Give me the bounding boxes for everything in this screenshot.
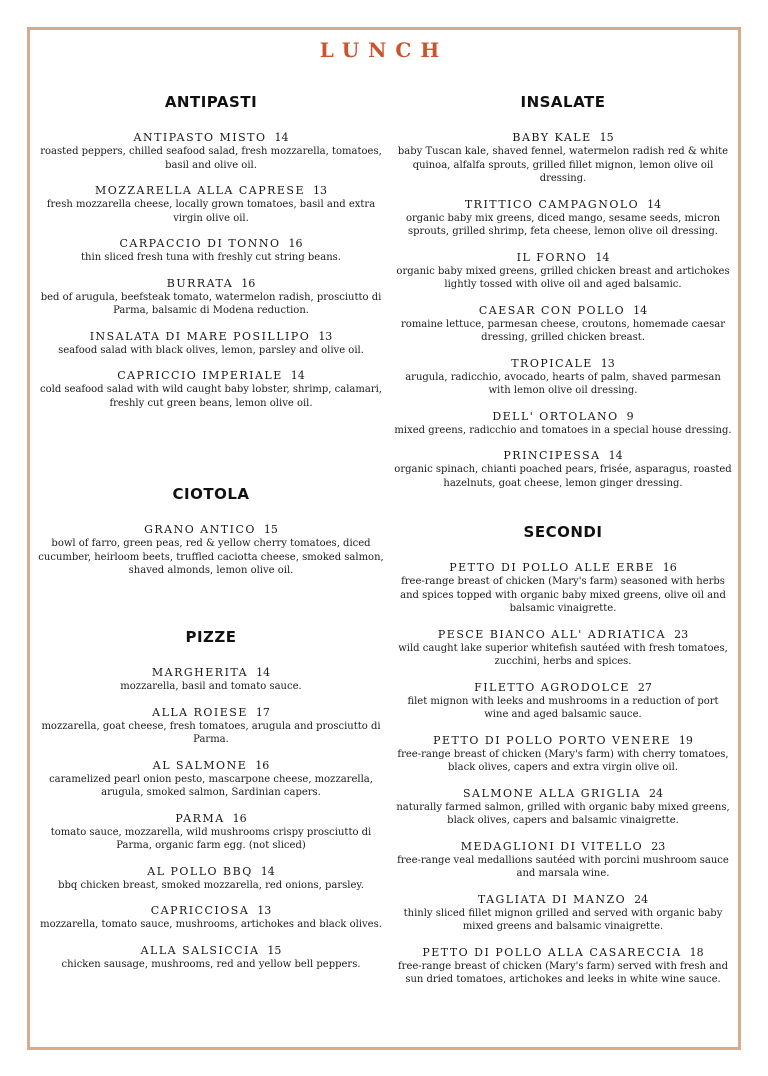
item-description: romaine lettuce, parmesan cheese, croutons, homemade caesar dressing, grilled chicken breast. [401,318,725,343]
menu-item [34,665,388,694]
menu-item [34,811,388,853]
item-name: PRINCIPESSA [503,449,601,462]
item-header [34,665,388,680]
menu-item [390,733,736,775]
item-description: baby Tuscan kale, shaved fennel, watermelon radish red & white quinoa, alfalfa sprouts, grilled fillet mignon, lemon olive oil dressing. [397,146,729,184]
item-description: bed of arugula, beefsteak tomato, watermelon radish, prosciutto di Parma, balsamic di Modena reduction. [40,291,382,316]
item-price: 16 [662,561,677,574]
item-description: wild caught lake superior whitefish sautéed with fresh tomatoes, zucchini, herbs and spices. [398,642,728,667]
item-header [390,356,736,371]
section-title: PIZZE [185,628,237,646]
item-name: ALLA ROIESE [152,705,248,719]
menu-item [390,356,736,398]
item-name: CARPACCIO DI TONNO [119,237,281,250]
item-description: roasted peppers, chilled seafood salad, fresh mozzarella, tomatoes, basil and olive oil. [40,146,382,171]
item-header [390,197,736,212]
item-name: DELL' ORTOLANO [492,409,619,423]
item-price: 24 [649,786,663,800]
item-price: 13 [257,904,272,917]
item-price: 13 [318,329,333,343]
item-price: 16 [255,758,270,772]
item-description: naturally farmed salmon, grilled with organic baby mixed greens, black olives, capers and balsamic vinaigrette. [396,801,730,826]
item-header [390,839,736,854]
menu-item [34,758,388,800]
item-price: 14 [260,864,275,878]
menu-item [34,329,388,358]
item-description: caramelized pearl onion pesto, mascarpone cheese, mozzarella, arugula, smoked salmon, Sardinian capers. [49,773,373,798]
section-antipasti [34,92,388,421]
menu-item [390,680,736,722]
item-price: 16 [232,811,247,825]
section-title: ANTIPASTI [164,93,258,111]
item-description: free-range breast of chicken (Mary's farm) with cherry tomatoes, black olives, capers and extra virgin olive oil. [397,748,729,773]
item-header [34,522,388,537]
item-description: mozzarella, goat cheese, fresh tomatoes, arugula and prosciutto di Parma. [41,720,381,745]
item-header [390,892,736,907]
item-name: ANTIPASTO MISTO [133,131,267,144]
item-name: AL SALMONE [152,758,248,772]
item-name: PESCE BIANCO ALL' ADRIATICA [437,627,667,641]
menu-item [34,864,388,893]
menu-item [390,130,736,186]
item-description: mozzarella, basil and tomato sauce. [120,681,302,692]
menu-item [34,183,388,225]
section-title: INSALATE [520,93,606,111]
item-description: free-range breast of chicken (Mary's farm) seasoned with herbs and spices topped with organic baby mixed greens, olive oil and balsamic vinaigrette. [400,576,726,614]
item-price: 14 [256,666,271,679]
right-column [390,0,736,1076]
menu-item [390,448,736,490]
item-price: 13 [313,184,327,197]
section-insalate [390,92,736,501]
menu-item [390,409,736,438]
item-price: 19 [678,733,693,747]
item-price: 14 [633,303,648,317]
item-price: 14 [274,131,289,144]
item-header [390,448,736,463]
item-header [390,680,736,695]
item-header [34,236,388,251]
item-description: chicken sausage, mushrooms, red and yellow bell peppers. [61,958,361,970]
item-name: MARGHERITA [151,666,249,679]
item-header [34,811,388,826]
item-header [34,276,388,291]
item-name: PETTO DI POLLO ALLE ERBE [449,561,655,574]
item-name: MEDAGLIONI DI VITELLO [460,839,644,853]
item-description: bbq chicken breast, smoked mozzarella, red onions, parsley. [58,879,364,891]
menu-item [34,236,388,265]
menu-item [34,276,388,318]
item-name: SALMONE ALLA GRIGLIA [462,786,641,800]
item-header [34,130,388,145]
item-header [390,303,736,318]
item-description: mixed greens, radicchio and tomatoes in a special house dressing. [394,424,732,436]
item-header [390,130,736,145]
item-header [34,368,388,383]
menu-item [390,786,736,828]
item-header [34,329,388,344]
item-price: 17 [255,705,270,719]
item-name: BURRATA [166,276,234,290]
item-price: 9 [626,409,634,423]
item-name: TAGLIATA DI MANZO [477,892,627,906]
item-name: ALLA SALSICCIA [140,943,260,957]
item-price: 23 [651,839,666,853]
item-name: MOZZARELLA ALLA CAPRESE [94,184,305,197]
item-name: PARMA [175,811,225,825]
section-title: CIOTOLA [172,485,250,503]
item-price: 14 [647,197,662,211]
menu-item [34,130,388,172]
item-description: fresh mozzarella cheese, locally grown tomatoes, basil and extra virgin olive oil. [46,199,376,224]
item-price: 14 [595,250,610,264]
item-price: 24 [634,892,649,906]
item-header [390,945,736,960]
item-price: 14 [290,369,305,382]
section-pizze [34,627,388,982]
item-name: CAPRICCIOSA [150,904,250,917]
item-header [34,758,388,773]
item-name: IL FORNO [516,250,588,264]
item-price: 13 [600,356,615,370]
menu-item [390,627,736,669]
item-description: thin sliced fresh tuna with freshly cut string beans. [81,252,341,263]
item-header [390,786,736,801]
menu-item [34,943,388,972]
menu-item [34,522,388,578]
menu-item [390,839,736,881]
menu-item [390,250,736,292]
item-name: AL POLLO BBQ [147,864,253,878]
item-header [34,705,388,720]
item-header [390,250,736,265]
section-title: SECONDI [523,523,603,541]
item-header [390,560,736,575]
menu-item [390,560,736,616]
item-header [34,864,388,879]
item-description: free-range breast of chicken (Mary's farm) served with fresh and sun dried tomatoes, artichokes and leeks in white wine sauce. [397,960,729,985]
item-description: thinly sliced fillet mignon grilled and served with organic baby mixed greens and balsamic vinaigrette. [403,907,723,932]
item-price: 15 [599,131,614,144]
item-header [34,943,388,958]
menu-item [390,197,736,239]
item-price: 15 [267,943,282,957]
menu-item [390,945,736,987]
item-name: GRANO ANTICO [144,523,256,536]
item-price: 16 [288,237,303,250]
item-name: CAPRICCIO IMPERIALE [117,369,283,382]
item-header [34,183,388,198]
item-price: 16 [241,276,256,290]
item-name: PETTO DI POLLO PORTO VENERE [433,733,671,747]
item-price: 23 [674,627,689,641]
item-header [390,627,736,642]
item-price: 14 [608,449,623,462]
item-name: PETTO DI POLLO ALLA CASARECCIA [422,945,682,959]
item-description: mozzarella, tomato sauce, mushrooms, artichokes and black olives. [40,919,382,930]
item-price: 18 [689,945,704,959]
item-description: organic baby mixed greens, grilled chicken breast and artichokes lightly tossed with olive oil and aged balsamic. [396,265,730,290]
item-header [390,733,736,748]
item-name: FILETTO AGRODOLCE [474,680,630,694]
item-description: free-range veal medallions sautéed with porcini mushroom sauce and marsala wine. [397,854,729,879]
item-header [34,903,388,918]
item-header [390,409,736,424]
item-name: BABY KALE [512,131,592,144]
menu-item [390,303,736,345]
item-description: tomato sauce, mozzarella, wild mushrooms crispy prosciutto di Parma, organic farm egg. (not sliced) [50,826,372,851]
item-name: INSALATA DI MARE POSILLIPO [89,329,311,343]
item-description: filet mignon with leeks and mushrooms in a reduction of port wine and aged balsamic sauce. [407,695,719,720]
item-description: seafood salad with black olives, lemon, parsley and olive oil. [58,344,364,356]
item-name: CAESAR CON POLLO [478,303,626,317]
item-description: arugula, radicchio, avocado, hearts of palm, shaved parmesan with lemon olive oil dressing. [405,371,721,396]
menu-item [390,892,736,934]
item-description: organic spinach, chianti poached pears, frisée, asparagus, roasted hazelnuts, goat cheese, lemon ginger dressing. [394,464,732,489]
menu-title: LUNCH [319,38,449,62]
menu-item [34,903,388,932]
section-ciotola [34,484,388,589]
menu-item [34,705,388,747]
item-name: TROPICALE [511,356,593,370]
item-description: bowl of farro, green peas, red & yellow cherry tomatoes, diced cucumber, heirloom beets, truffled caciotta cheese, smoked salmon, shaved almonds, lemon olive oil. [38,538,384,576]
item-description: cold seafood salad with wild caught baby lobster, shrimp, calamari, freshly cut green beans, lemon olive oil. [40,384,382,409]
item-description: organic baby mix greens, diced mango, sesame seeds, micron sprouts, grilled shrimp, feta cheese, lemon olive oil dressing. [405,212,721,237]
item-price: 15 [263,523,278,536]
item-price: 27 [637,680,652,694]
left-column [34,0,388,1076]
section-secondi [390,522,736,998]
menu-item [34,368,388,410]
item-name: TRITTICO CAMPAGNOLO [464,197,640,211]
